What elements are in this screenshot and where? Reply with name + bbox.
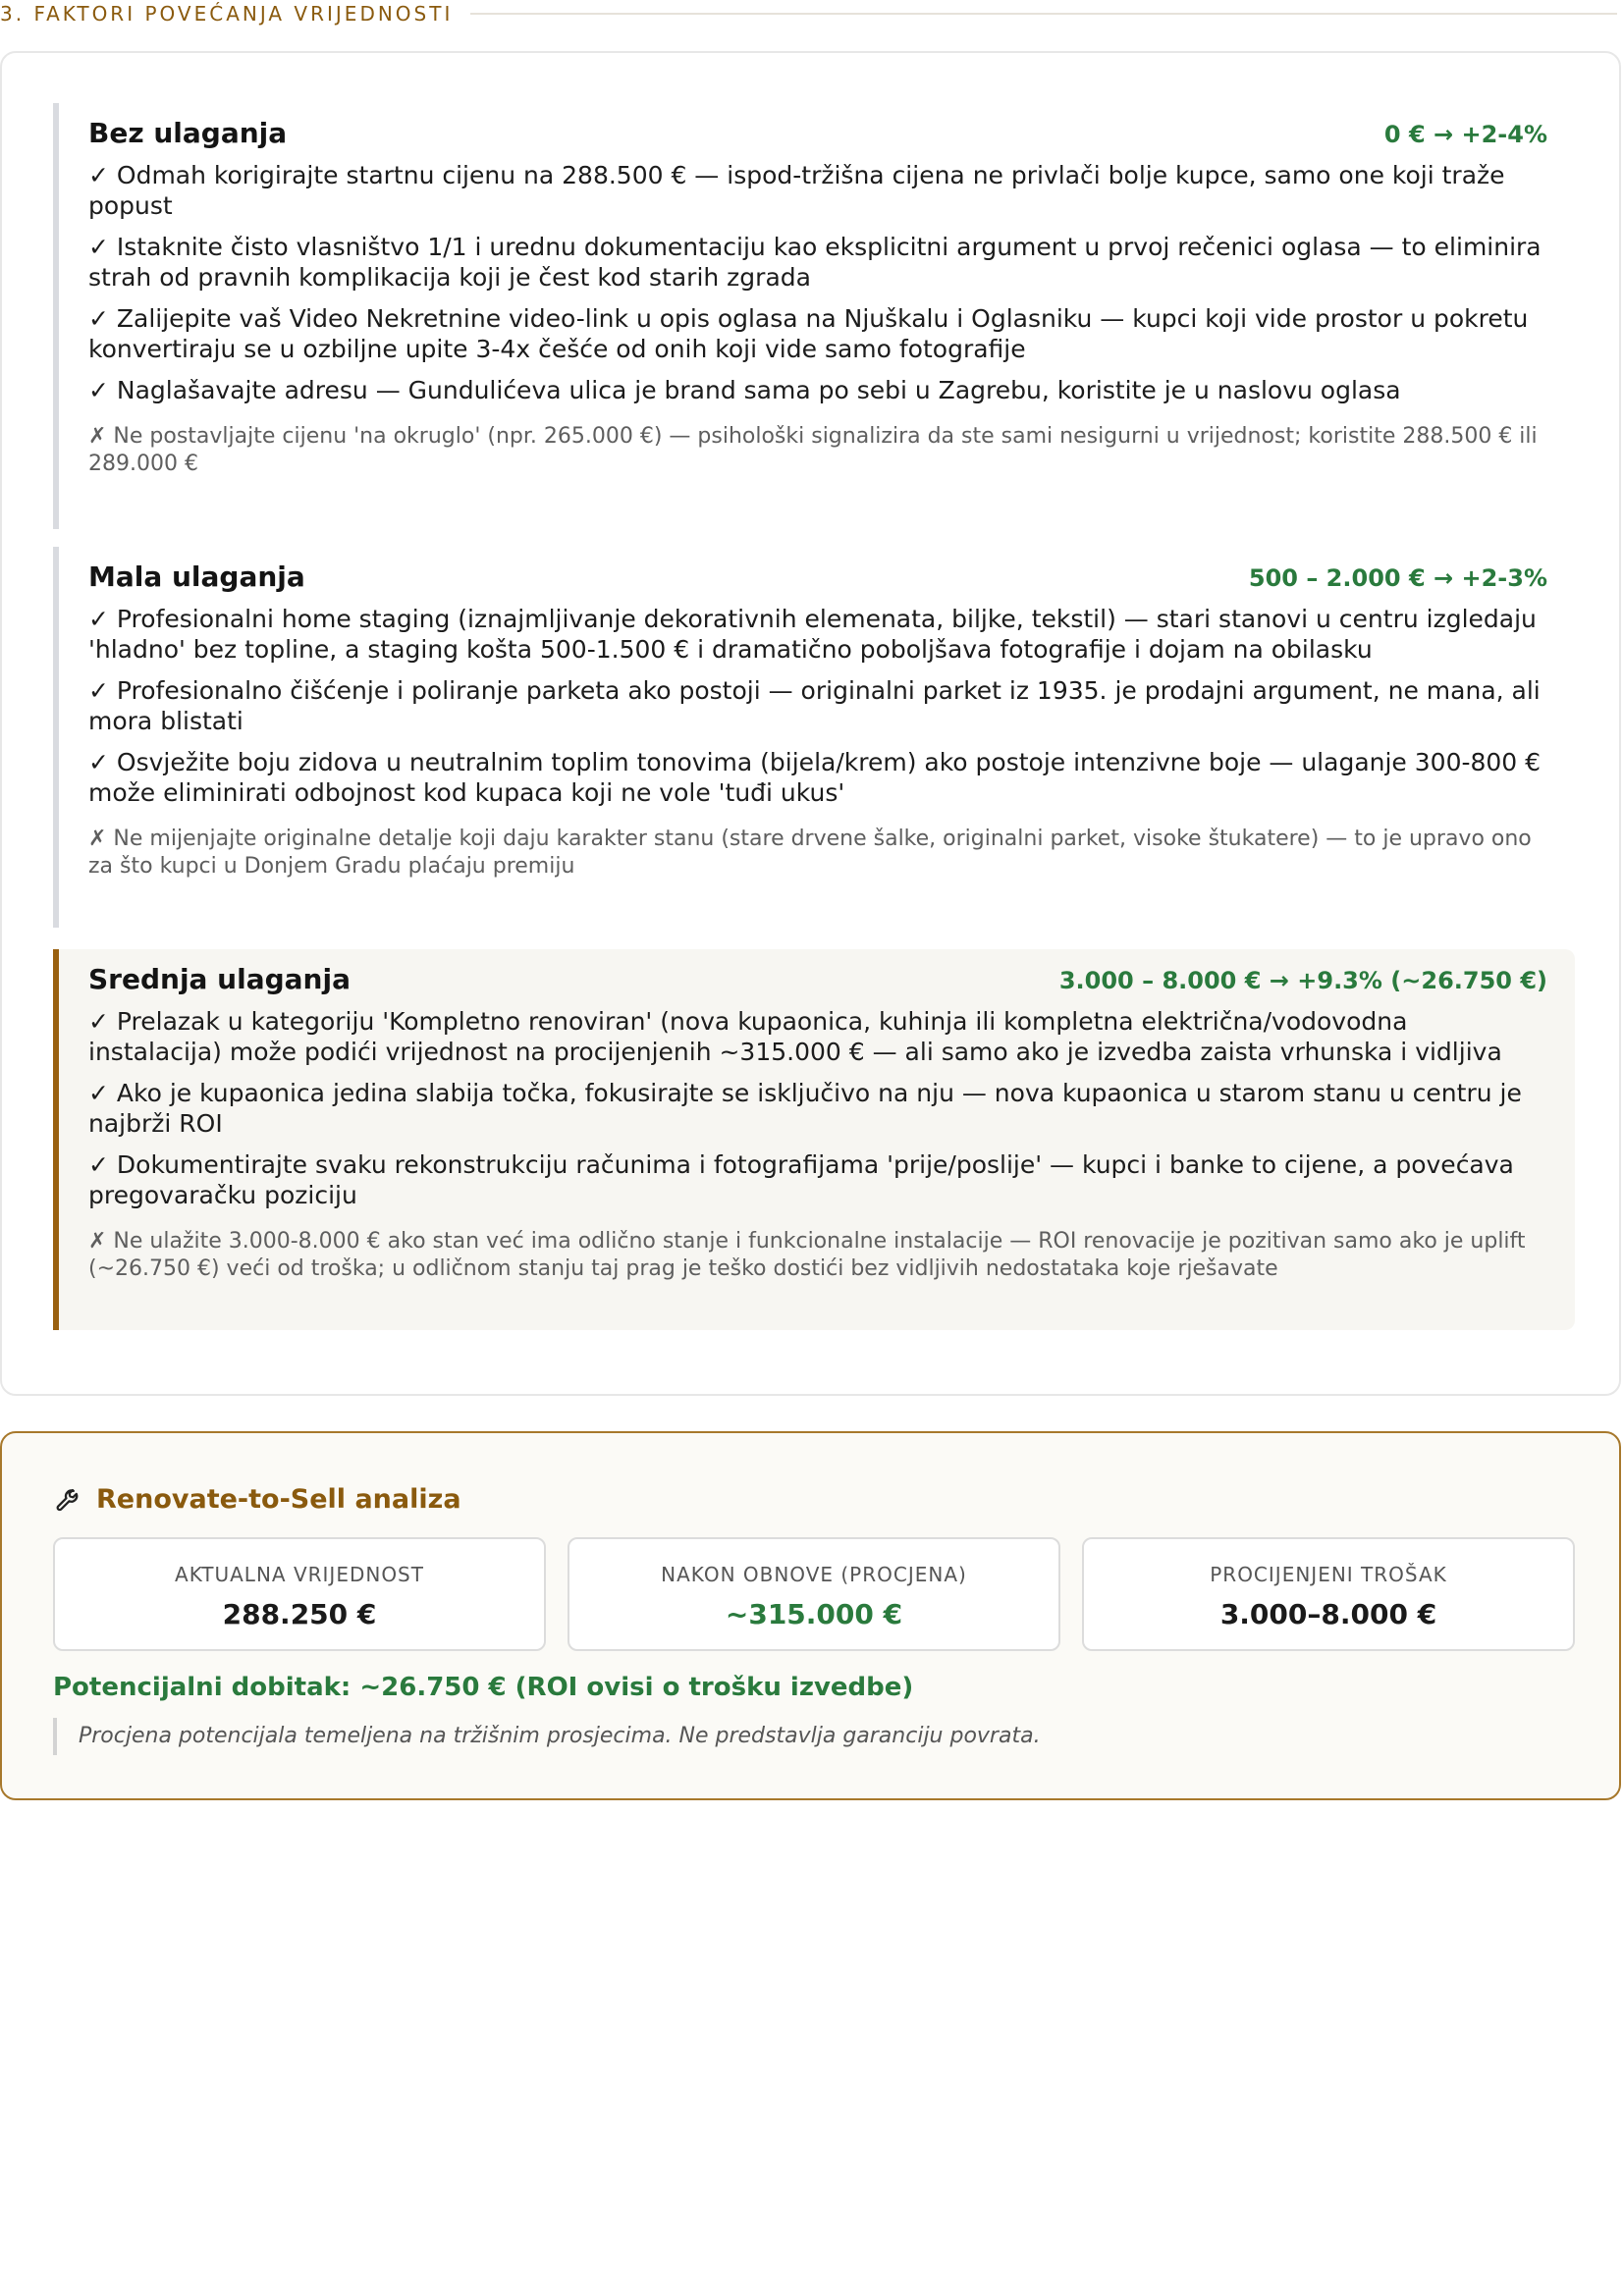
list-item: ✓ Zalijepite vaš Video Nekretnine video-link u opis oglasa na Njuškalu i Oglasniku — kupci koji vide prostor u pokretu konvertiraju se u ozbiljne upite 3-4x češće od onih koji vide samo fotografije [88,304,1529,363]
potential-gain: Potencijalni dobitak: ~26.750 € (ROI ovisi o trošku izvedbe) [53,1673,914,1702]
stat-estimated-cost [1082,1537,1575,1651]
list-item: ✓ Prelazak u kategoriju 'Kompletno renoviran' (nova kupaonica, kuhinja ili kompletna električna/vodovodna instalacija) može podići vrijednost na procijenjenih ~315.000 € — ali samo ako je izvedba zaista vrhunska i vidljiva [88,1007,1502,1066]
tier-warning: ✗ Ne ulažite 3.000-8.000 € ako stan već ima odlično stanje i funkcionalne instalacije — ROI renovacije je pozitivan samo ako je uplift (~26.750 €) veći od troška; u odličnom stanju taj prag je teško dostići bez vidljivih nedostataka koje rješavate [88,1229,1526,1281]
list-item: ✓ Naglašavajte adresu — Gundulićeva ulica je brand sama po sebi u Zagrebu, koristite je u naslovu oglasa [88,376,1401,404]
tier-items [88,1006,1547,1210]
tier-range: 3.000 – 8.000 € → +9.3% (~26.750 €) [1058,967,1547,994]
tier-range: 0 € → +2-4% [1383,121,1547,148]
list-item: ✓ Osvježite boju zidova u neutralnim toplim tonovima (bijela/krem) ako postoje intenzivne boje — ulaganje 300-800 € može eliminirati odbojnost kod kupaca koji ne vole 'tuđi ukus' [88,748,1542,807]
list-item: ✓ Odmah korigirajte startnu cijenu na 288.500 € — ispod-tržišna cijena ne privlači bolje kupce, samo one koji traže popust [88,161,1505,220]
tier-header [88,561,1547,596]
section-header [0,0,1623,27]
tier-header [88,963,1547,998]
section-divider [470,13,1617,15]
stat-label: NAKON OBNOVE (PROCJENA) [661,1563,967,1586]
tier-small-investment [53,547,1575,928]
tier-title: Mala ulaganja [88,561,305,593]
stat-value: 288.250 € [222,1598,377,1630]
section-title: 3. FAKTORI POVEĆANJA VRIJEDNOSTI [0,2,454,26]
stat-after-renovation [568,1537,1060,1651]
tier-title: Srednja ulaganja [88,963,351,995]
tier-no-investment [53,103,1575,529]
tier-title: Bez ulaganja [88,117,288,149]
tier-warning: ✗ Ne postavljajte cijenu 'na okruglo' (npr. 265.000 €) — psihološki signalizira da ste sami nesigurni u vrijednost; koristite 288.500 € ili 289.000 € [88,424,1538,476]
list-item: ✓ Ako je kupaonica jedina slabija točka, fokusirajte se isključivo na nju — nova kupaonica u starom stanu u centru je najbrži ROI [88,1079,1522,1138]
tier-items [88,160,1547,405]
list-item: ✓ Profesionalni home staging (iznajmljivanje dekorativnih elemenata, biljke, tekstil) — stari stanovi u centru izgledaju 'hladno' bez topline, a staging košta 500-1.500 € i dramatično poboljšava fotografije i dojam na obilasku [88,605,1537,664]
stat-label: AKTUALNA VRIJEDNOST [175,1563,424,1586]
stat-value: 3.000–8.000 € [1219,1598,1437,1630]
empty-page-area [0,1826,1623,2296]
tier-range: 500 – 2.000 € → +2-3% [1248,564,1547,592]
renovate-to-sell-card [0,1431,1621,1800]
tier-header [88,117,1547,152]
tier-medium-investment [53,949,1575,1330]
stat-value: ~315.000 € [725,1598,903,1630]
wrench-icon [53,1482,86,1516]
analysis-title: Renovate-to-Sell analiza [96,1483,461,1515]
list-item: ✓ Dokumentirajte svaku rekonstrukciju računima i fotografijama 'prije/poslije' — kupci i banke to cijene, a povećava pregovaračku poziciju [88,1150,1514,1209]
list-item: ✓ Profesionalno čišćenje i poliranje parketa ako postoji — originalni parket iz 1935. je prodajni argument, ne mana, ali mora blistati [88,676,1541,735]
tier-items [88,604,1547,808]
list-item: ✓ Istaknite čisto vlasništvo 1/1 i urednu dokumentaciju kao eksplicitni argument u prvoj rečenici oglasa — to eliminira strah od pravnih komplikacija koji je čest kod starih zgrada [88,233,1542,292]
analysis-header [53,1482,461,1516]
stat-current-value [53,1537,546,1651]
disclaimer: Procjena potencijala temeljena na tržišnim prosjecima. Ne predstavlja garanciju povrata. [53,1718,1041,1755]
value-factors-card [0,51,1621,1396]
tier-warning: ✗ Ne mijenjajte originalne detalje koji daju karakter stanu (stare drvene šalke, originalni parket, visoke štukatere) — to je upravo ono za što kupci u Donjem Gradu plaćaju premiju [88,827,1532,879]
stat-label: PROCIJENJENI TROŠAK [1210,1563,1447,1586]
